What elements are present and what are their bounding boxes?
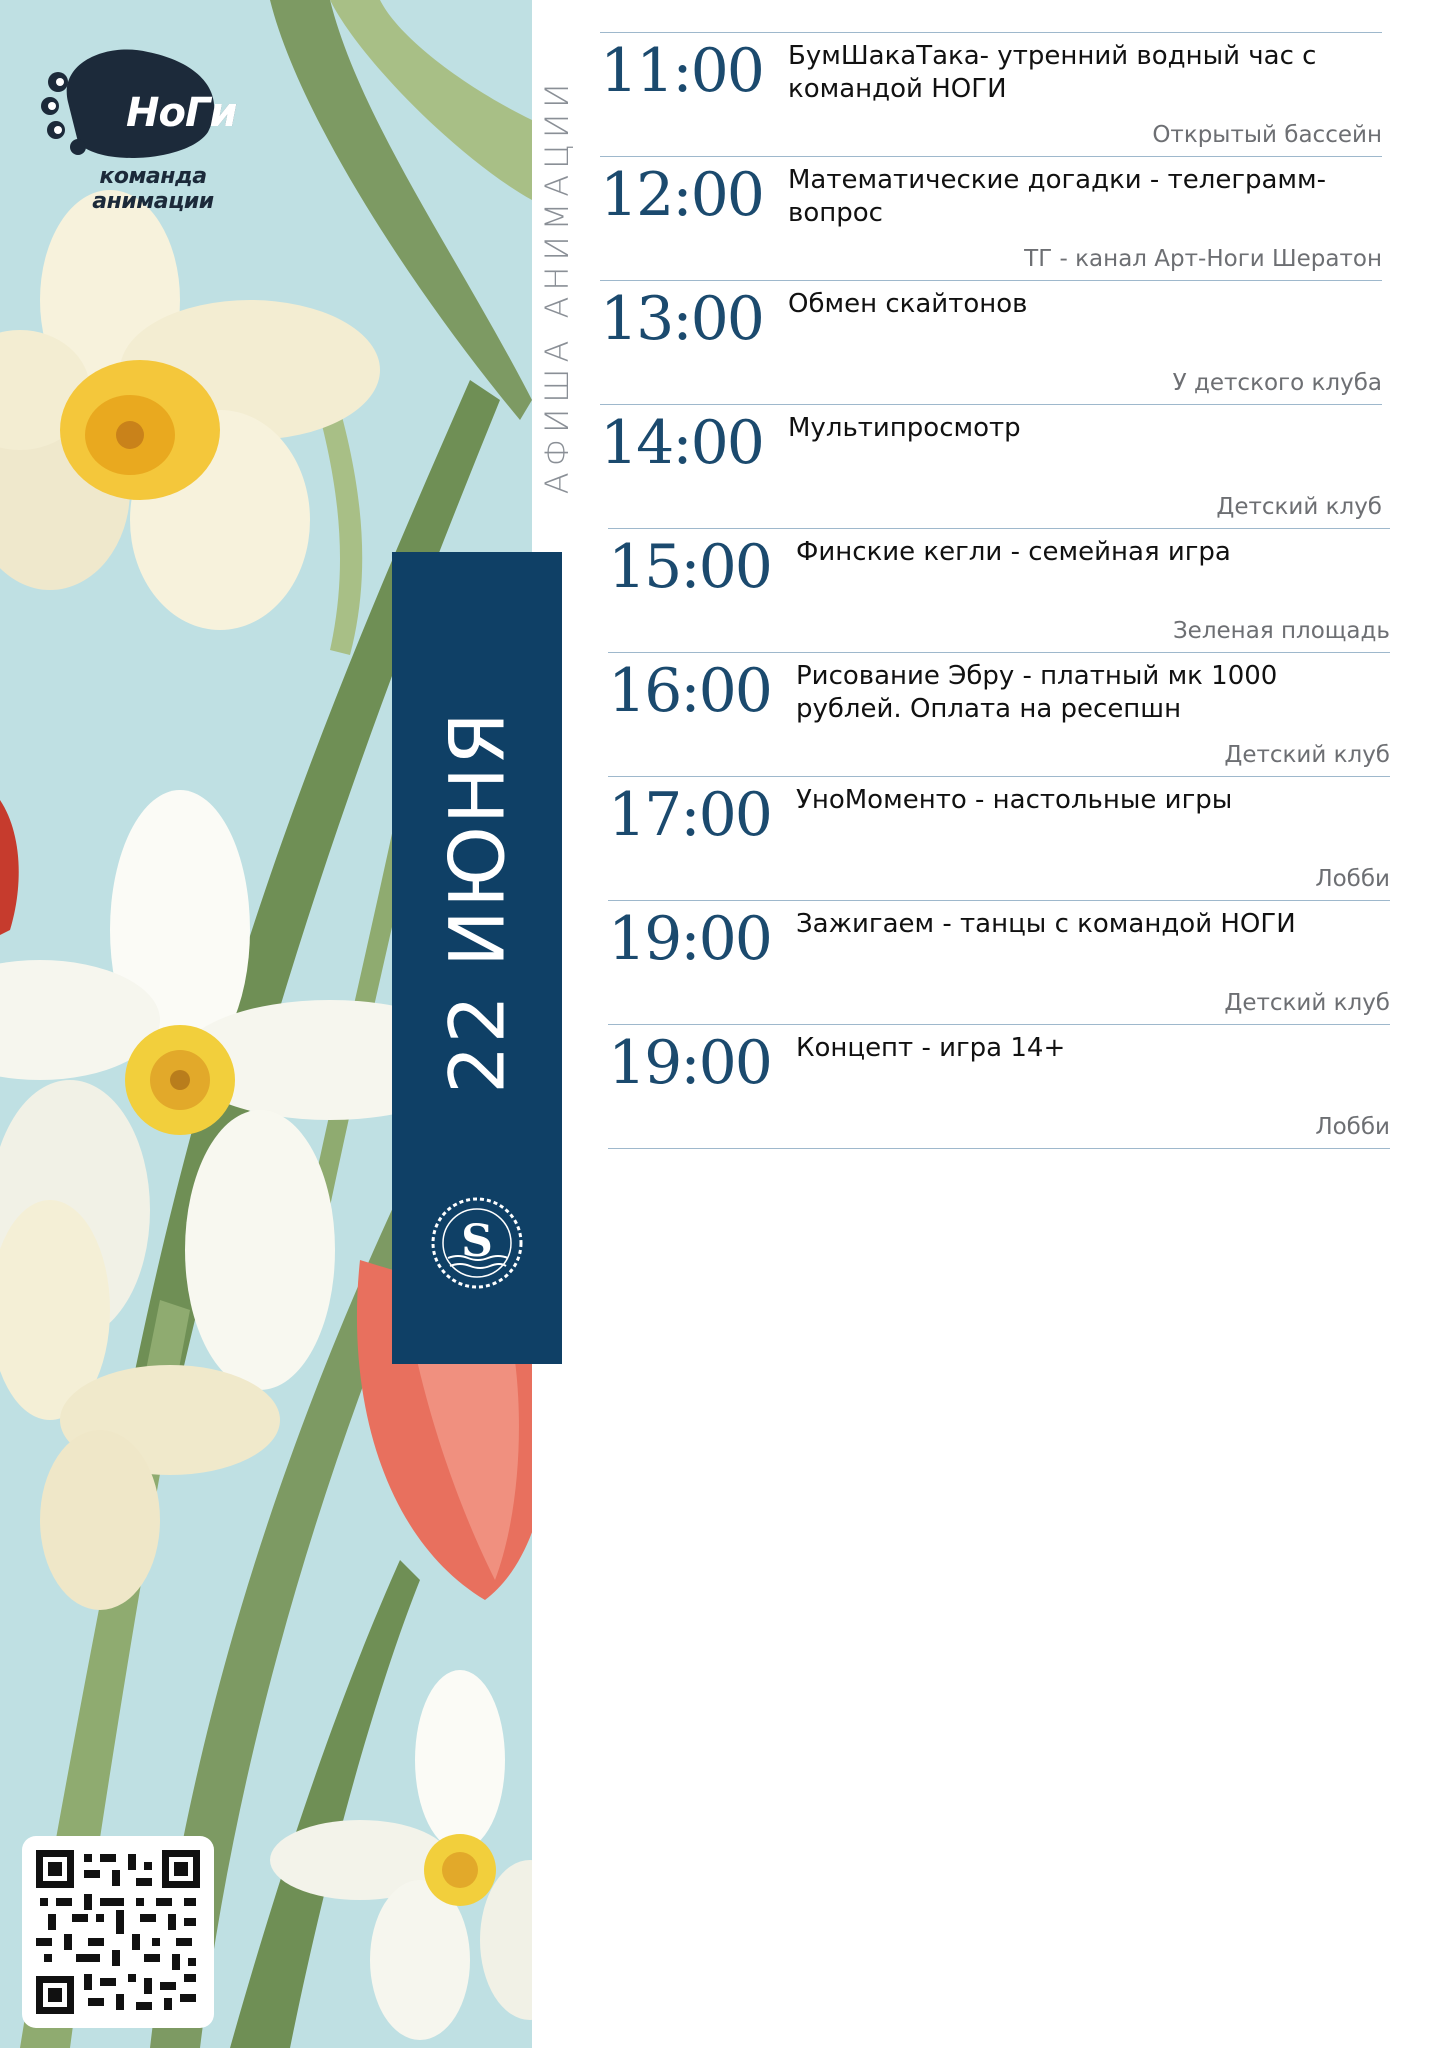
event-time: 15:00 (608, 532, 771, 602)
event-title: Финские кегли - семейная игра (796, 537, 1231, 567)
hotel-emblem-icon (428, 1194, 526, 1292)
event-location: Детский клуб (1224, 742, 1390, 768)
qr-code[interactable] (22, 1836, 214, 2028)
schedule-row (600, 404, 1382, 528)
row-divider (608, 652, 1390, 653)
date-banner (392, 552, 562, 1364)
row-divider (600, 32, 1382, 33)
event-title: Мультипросмотр (788, 413, 1021, 443)
event-location: Зеленая площадь (1172, 618, 1390, 644)
event-date: 22 ИЮНЯ (432, 710, 522, 1094)
row-divider (600, 280, 1382, 281)
event-location: У детского клуба (1172, 370, 1382, 396)
hotel-emblem-letter: S (461, 1216, 493, 1267)
event-time: 19:00 (608, 904, 771, 974)
schedule-row (608, 528, 1390, 652)
schedule-row (608, 652, 1390, 776)
logo-caption: команда анимации (92, 164, 214, 214)
row-divider (608, 900, 1390, 901)
event-location: Детский клуб (1216, 494, 1382, 520)
qr-code-icon (36, 1850, 200, 2014)
schedule-bottom-divider (608, 1148, 1390, 1149)
event-time: 19:00 (608, 1028, 771, 1098)
logo-brand-name: НоГи (126, 90, 237, 136)
event-location: Открытый бассейн (1152, 122, 1382, 148)
event-location: Детский клуб (1224, 990, 1390, 1016)
event-time: 13:00 (600, 284, 763, 354)
event-time: 11:00 (600, 36, 763, 106)
event-location: ТГ - канал Арт-Ноги Шератон (1024, 246, 1382, 272)
poster-subtitle: АФИША АНИМАЦИИ (538, 77, 576, 495)
event-time: 17:00 (608, 780, 771, 850)
row-divider (608, 528, 1390, 529)
event-title: БумШакаТака- утренний водный час с командой НОГИ (788, 41, 1317, 104)
event-location: Лобби (1315, 1114, 1390, 1140)
schedule-row (608, 1024, 1390, 1148)
schedule-row (600, 32, 1382, 156)
event-title: Математические догадки - телеграмм-вопрос (788, 165, 1327, 228)
event-title: Рисование Эбру - платный мк 1000 рублей. Оплата на ресепшн (796, 661, 1278, 724)
event-location: Лобби (1315, 866, 1390, 892)
schedule-row (600, 156, 1382, 280)
event-title: Зажигаем - танцы с командой НОГИ (796, 909, 1296, 939)
schedule-row (608, 776, 1390, 900)
event-time: 14:00 (600, 408, 763, 478)
event-time: 12:00 (600, 160, 763, 230)
row-divider (600, 156, 1382, 157)
row-divider (600, 404, 1382, 405)
event-time: 16:00 (608, 656, 771, 726)
schedule-row (600, 280, 1382, 404)
schedule-row (608, 900, 1390, 1024)
row-divider (608, 776, 1390, 777)
event-title: УноМоменто - настольные игры (796, 785, 1233, 815)
row-divider (608, 1024, 1390, 1025)
team-logo (38, 42, 268, 212)
poster-subtitle-wrap (534, 66, 580, 506)
event-title: Обмен скайтонов (788, 289, 1028, 319)
event-title: Концепт - игра 14+ (796, 1033, 1066, 1063)
